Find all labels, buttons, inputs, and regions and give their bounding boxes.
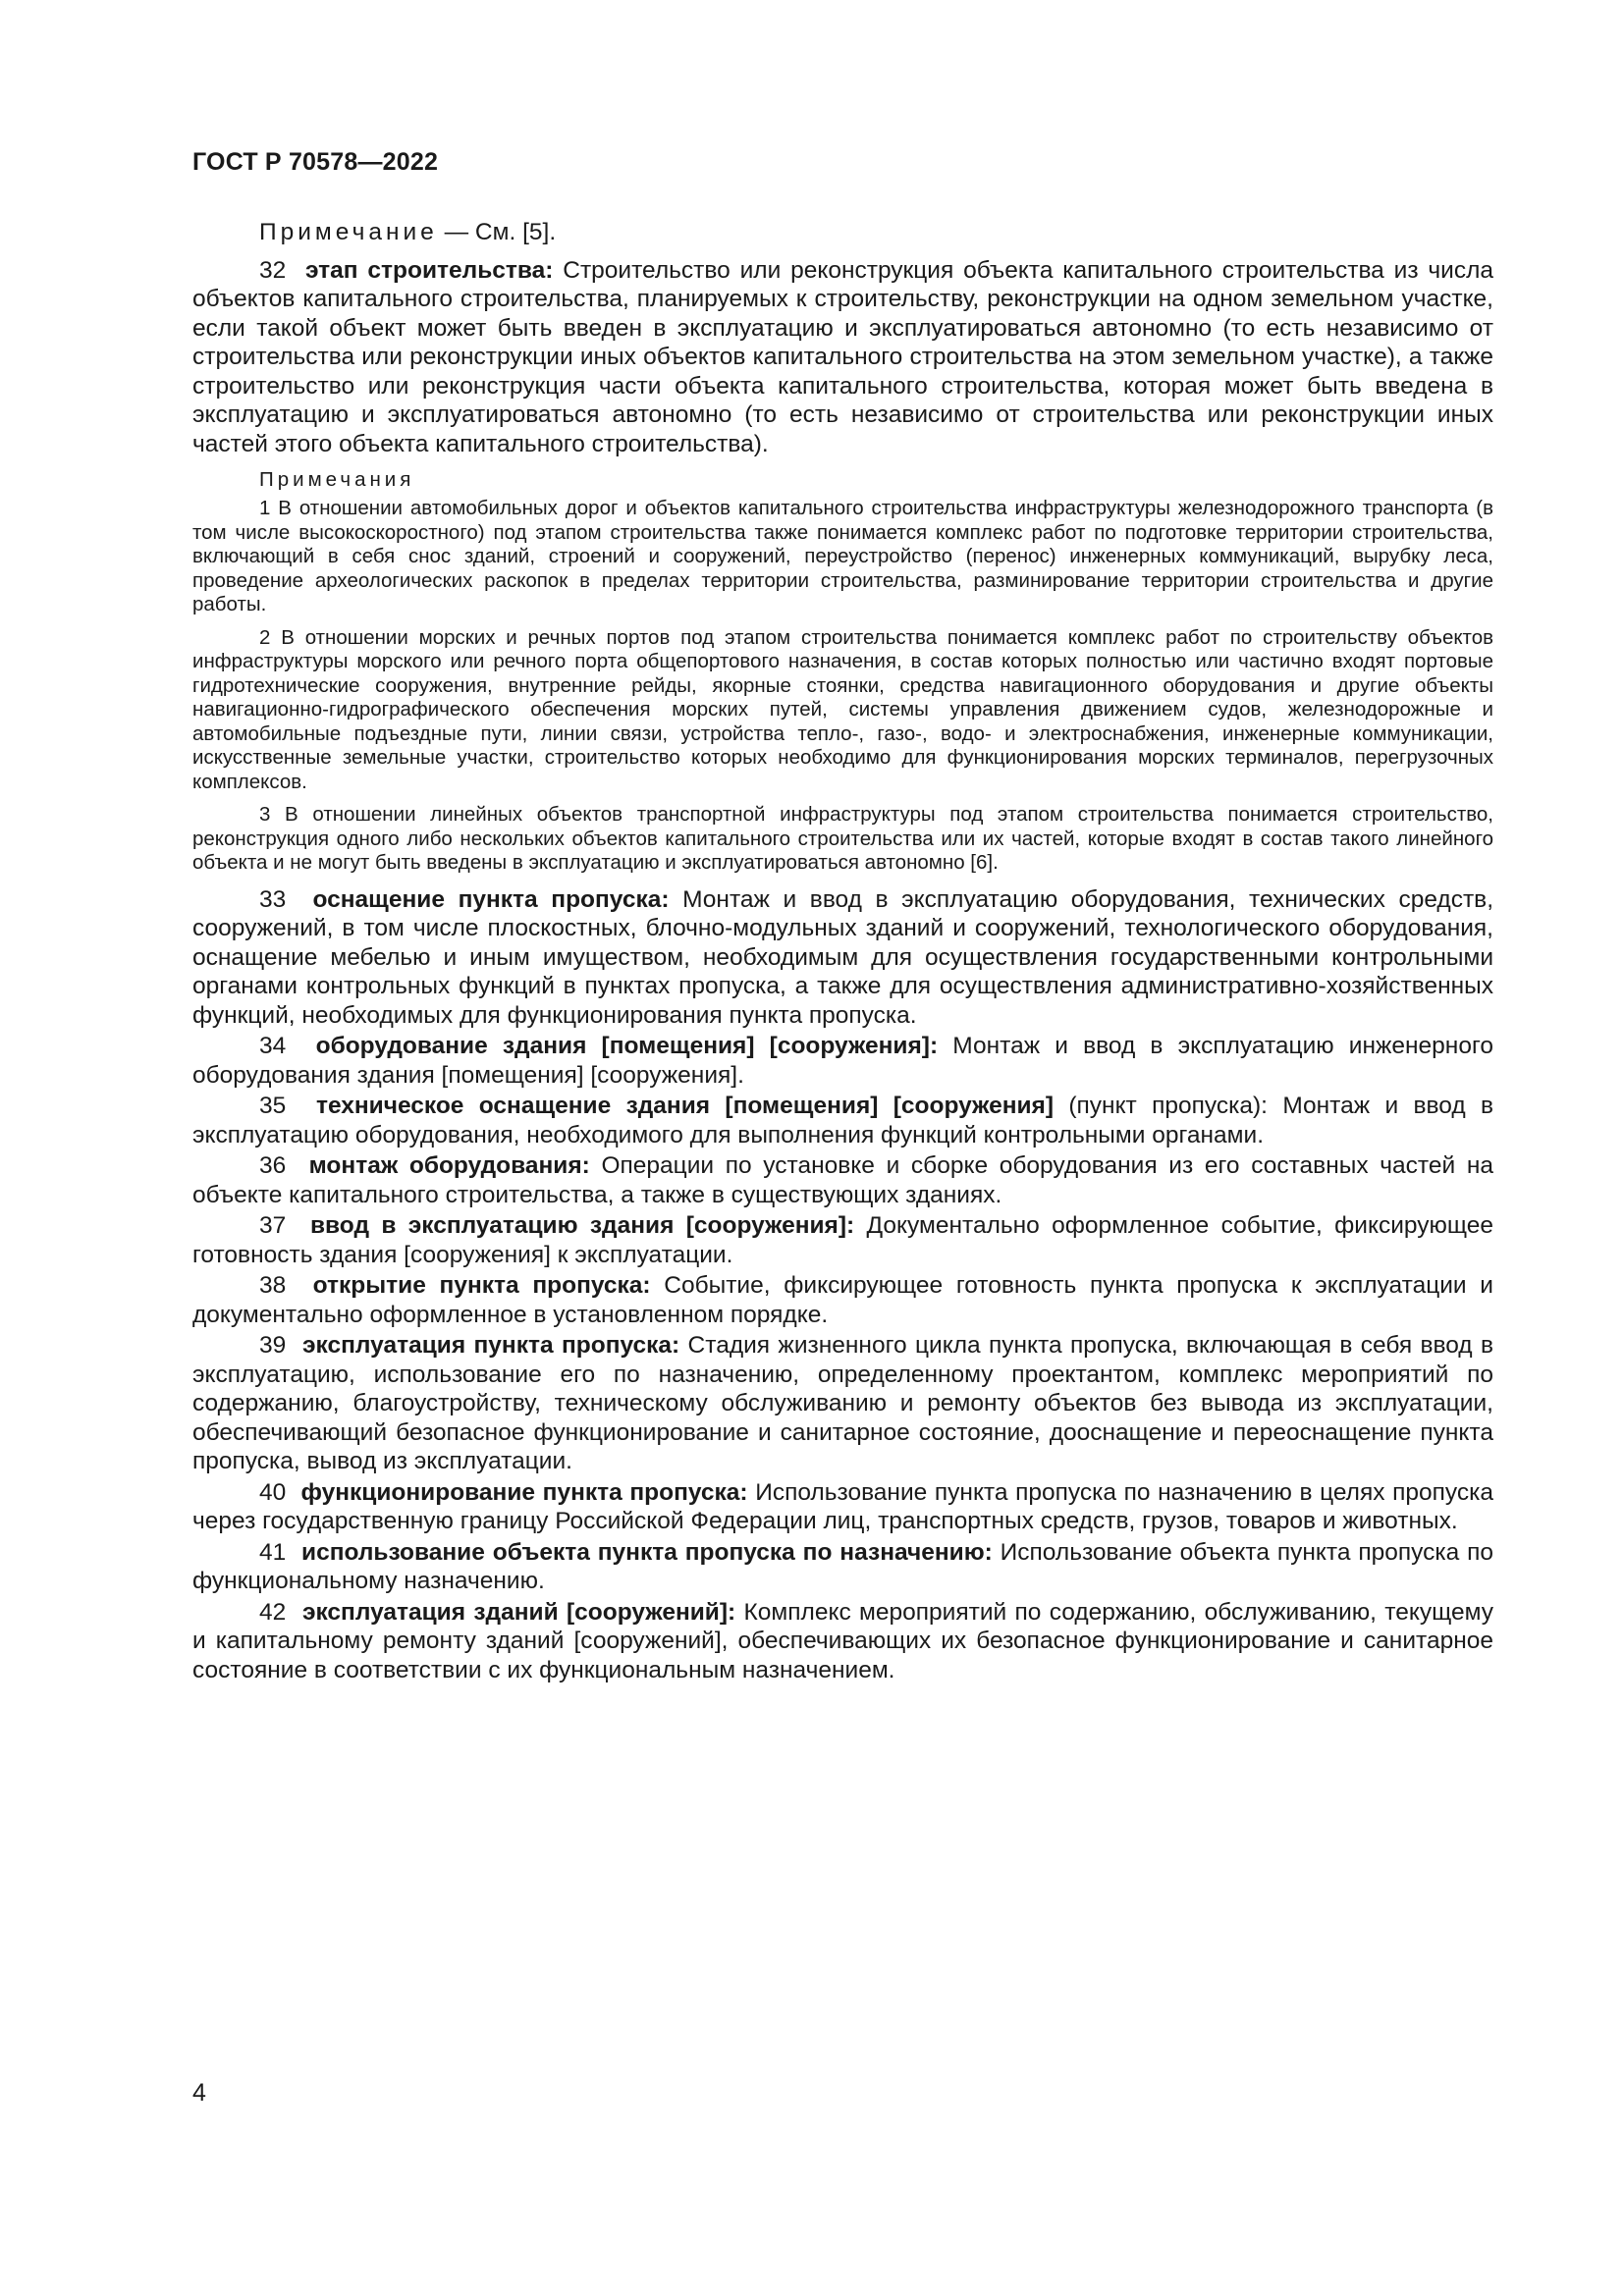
entry-term: функционирование пункта пропуска: <box>300 1478 748 1506</box>
entry-definition: Операции по установке и сборке оборудования из его составных частей на объекте капитального строительства, а также в существующих зданиях. <box>192 1152 1493 1208</box>
term-entry-42 <box>192 1598 1493 1685</box>
notes-title: Примечания <box>259 468 415 491</box>
note-top <box>192 218 1493 247</box>
entry-term: этап строительства: <box>304 256 554 284</box>
entry-number: 42 <box>259 1598 287 1626</box>
entry-term: техническое оснащение здания [помещения] [сооружения] <box>315 1093 1055 1119</box>
entry-number: 38 <box>259 1272 287 1299</box>
entry-term: использование объекта пункта пропуска по назначению: <box>301 1538 993 1566</box>
term-entry-35 <box>192 1092 1493 1149</box>
entry-definition: Монтаж и ввод в эксплуатацию инженерного оборудования здания [помещения] [сооружения]. <box>192 1033 1493 1089</box>
term-entry-40 <box>192 1478 1493 1536</box>
term-entry-39 <box>192 1331 1493 1476</box>
entry-term: оборудование здания [помещения] [сооружения]: <box>315 1033 939 1059</box>
document-content <box>192 218 1493 1686</box>
term-entry-38 <box>192 1271 1493 1329</box>
note-label: Примечание <box>259 219 438 245</box>
entry-term: оснащение пункта пропуска: <box>312 885 670 913</box>
note-item-2: 2 В отношении морских и речных портов под этапом строительства понимается комплекс работ по строительству объектов инфраструктуры морского или речного порта общепортового назначения, в состав которых полностью или частично входят портовые гидротехнические сооружения, внутренние рейды, якорные стоянки, средства навигационного оборудования и другие объекты навигационно-гидрографического обеспечения морских путей, системы управления движением судов, железнодорожные и автомобильные подъездные пути, линии связи, устройства тепло-, газо-, водо- и электроснабжения, инженерные коммуникации, искусственные земельные участки, строительство которых необходимо для функционирования морских терминалов, перегрузочных комплексов. <box>192 625 1493 793</box>
entry-definition: Событие, фиксирующее готовность пункта пропуска к эксплуатации и документально оформленное в установленном порядке. <box>192 1272 1493 1328</box>
entry-definition: Документально оформленное событие, фиксирующее готовность здания [сооружения] к эксплуатации. <box>192 1212 1493 1268</box>
note-item-3: 3 В отношении линейных объектов транспортной инфраструктуры под этапом строительства понимается строительство, реконструкция одного либо нескольких объектов капитального строительства или их частей, которые входят в состав такого линейного объекта и не могут быть введены в эксплуатацию и эксплуатироваться автономно [6]. <box>192 803 1493 874</box>
entry-term: эксплуатация пункта пропуска: <box>302 1332 680 1359</box>
entry-definition: Строительство или реконструкция объекта капитального строительства из числа объектов капитального строительства, планируемых к строительству, реконструкции на одном земельном участке, если такой объект может быть введен в эксплуатацию и эксплуатироваться автономно (то есть независимо от строительства или реконструкции иных объектов капитального строительства на этом земельном участке), а также строительство или реконструкция части объекта капитального строительства, которая может быть введена в эксплуатацию и эксплуатироваться автономно (то есть независимо от строительства или реконструкции иных частей этого объекта капитального строительства). <box>192 256 1494 457</box>
document-header: ГОСТ Р 70578—2022 <box>192 148 439 176</box>
term-entry-33 <box>192 885 1493 1031</box>
entry-term: открытие пункта пропуска: <box>312 1272 651 1299</box>
entry-number: 37 <box>259 1212 287 1239</box>
entry-definition: Комплекс мероприятий по содержанию, обслуживанию, текущему и капитальному ремонту зданий [сооружений], обеспечивающих их безопасное функционирование и санитарное состояние в соответствии с их функциональным назначением. <box>192 1598 1493 1683</box>
term-entry-36 <box>192 1151 1493 1209</box>
entry-term: ввод в эксплуатацию здания [сооружения]: <box>310 1212 855 1239</box>
term-entry-37 <box>192 1211 1493 1269</box>
entry-number: 41 <box>259 1538 287 1566</box>
entry-definition: (пункт пропуска): Монтаж и ввод в эксплуатацию оборудования, необходимого для выполнения функций контрольными органами. <box>192 1093 1493 1148</box>
term-entry-32 <box>192 256 1493 459</box>
entry-number: 32 <box>259 256 287 284</box>
entry-definition: Стадия жизненного цикла пункта пропуска, включающая в себя ввод в эксплуатацию, использование его по назначению, определенному проектантом, комплекс мероприятий по содержанию, благоустройству, техническому обслуживанию и ремонту объектов без вывода из эксплуатации, обеспечивающий безопасное функционирование и санитарное состояние, дооснащение и переоснащение пункта пропуска, вывод из эксплуатации. <box>192 1332 1493 1474</box>
entry-definition: Использование объекта пункта пропуска по функциональному назначению. <box>192 1538 1493 1594</box>
entry-term: монтаж оборудования: <box>308 1152 590 1179</box>
note-item-1: 1 В отношении автомобильных дорог и объектов капитального строительства инфраструктуры железнодорожного транспорта (в том числе высокоскоростного) под этапом строительства также понимается комплекс работ по подготовке территории строительства, включающий в себя снос зданий, строений и сооружений, переустройство (перенос) инженерных коммуникаций, вырубку леса, проведение археологических раскопок в пределах территории строительства, разминирование территории строительства и другие работы. <box>192 497 1493 615</box>
entry-number: 40 <box>259 1478 287 1506</box>
entry-number: 33 <box>259 885 287 913</box>
page-number: 4 <box>192 2079 206 2107</box>
entry-number: 36 <box>259 1152 287 1179</box>
entry-definition: Использование пункта пропуска по назначению в целях пропуска через государственную границу Российской Федерации лиц, транспортных средств, грузов, товаров и животных. <box>192 1478 1493 1534</box>
term-entry-41 <box>192 1538 1493 1596</box>
note-text: — См. [5]. <box>437 219 557 245</box>
entry-definition: Монтаж и ввод в эксплуатацию оборудования, технических средств, сооружений, в том числе плоскостных, блочно-модульных зданий и сооружений, технологического оборудования, оснащение мебелью и иным имуществом, необходимым для осуществления государственными контрольными органами контрольных функций в пунктах пропуска, а также для осуществления административно-хозяйственных функций, необходимых для функционирования пункта пропуска. <box>192 885 1493 1029</box>
entry-number: 39 <box>259 1332 287 1359</box>
entry-number: 34 <box>259 1033 287 1059</box>
entry-term: эксплуатация зданий [сооружений]: <box>301 1598 736 1626</box>
entry-number: 35 <box>259 1093 287 1119</box>
term-entry-34 <box>192 1032 1493 1090</box>
